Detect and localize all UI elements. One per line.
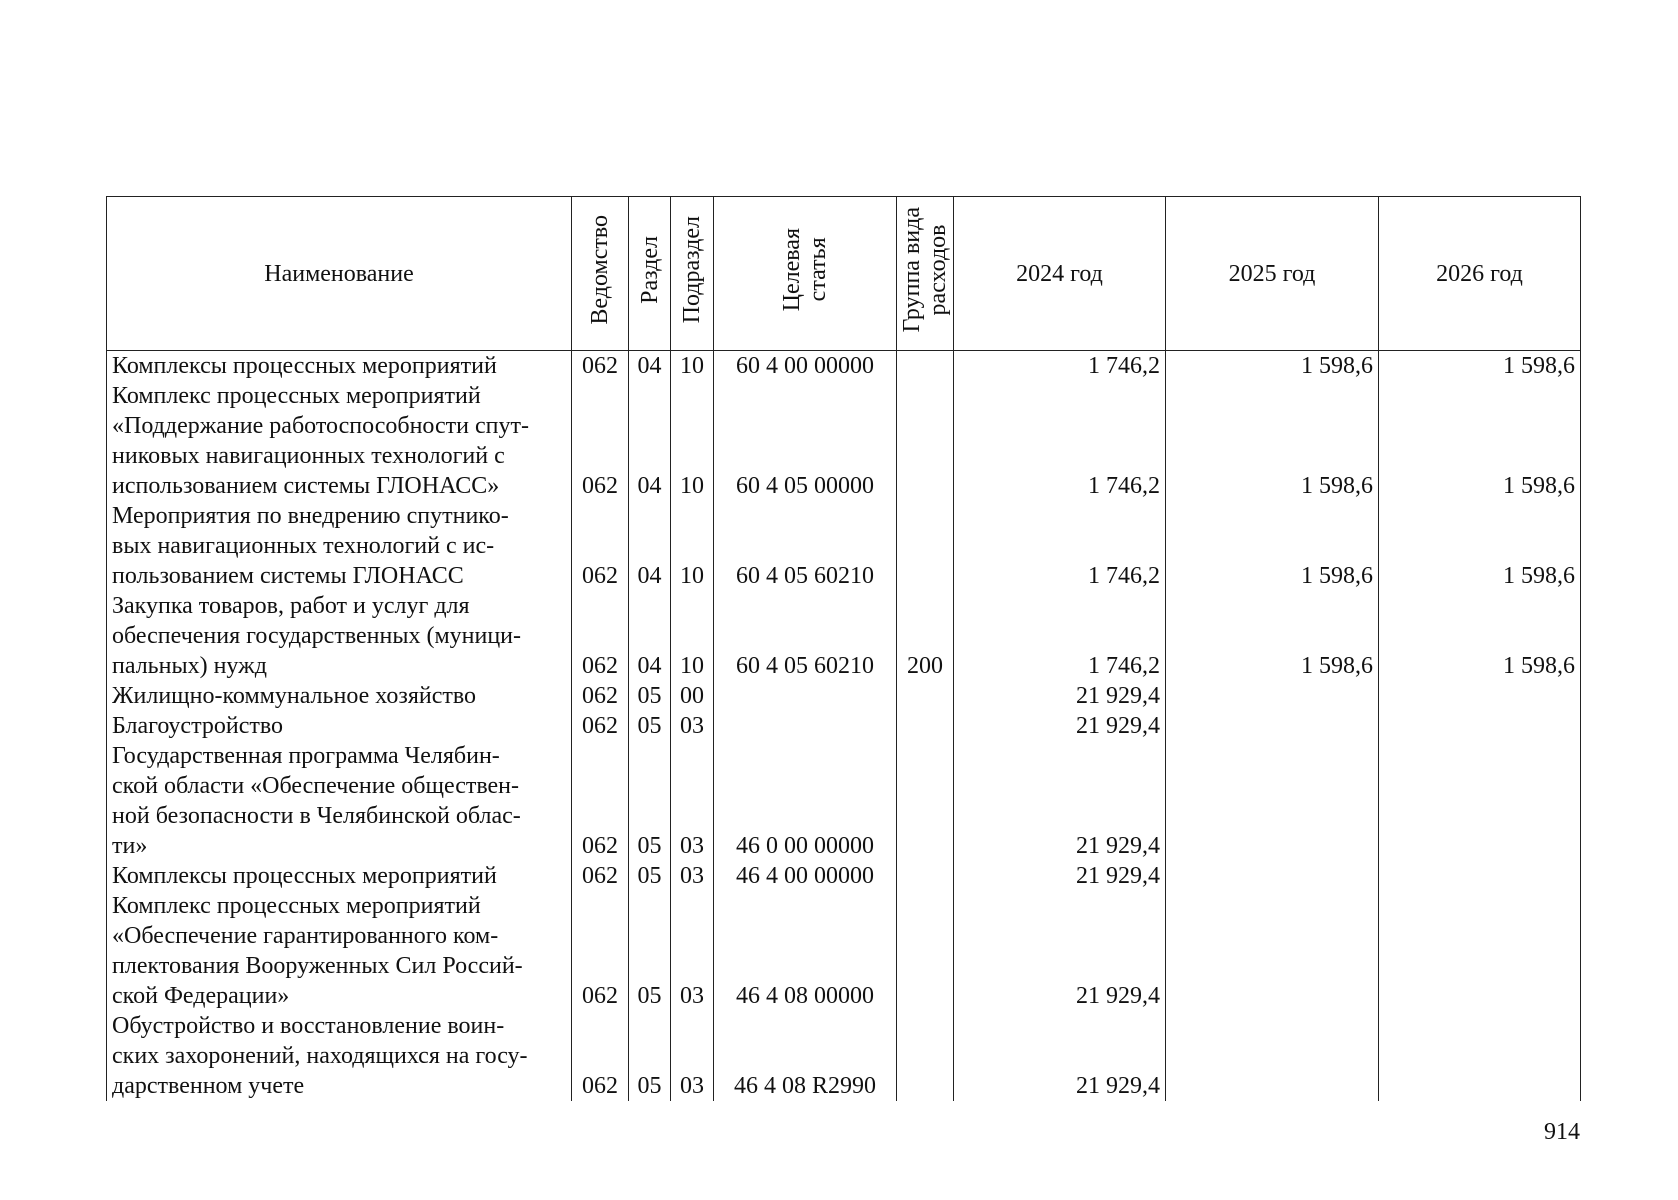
cell-gruppa-vida-rashodov: [897, 1011, 954, 1101]
cell-amount-2025: [1166, 741, 1379, 861]
cell-amount-2026: 1 598,6: [1379, 381, 1581, 501]
cell-amount-2024: 1 746,2: [954, 381, 1166, 501]
cell-razdel: 04: [629, 501, 671, 591]
page-number: 914: [1544, 1119, 1580, 1145]
cell-amount-2026: [1379, 1011, 1581, 1101]
cell-podrazdel: 10: [671, 351, 714, 382]
cell-name-line: Комплекс процессных мероприятий: [112, 893, 481, 919]
cell-name-line: Закупка товаров, работ и услуг для: [112, 593, 470, 619]
cell-name: [107, 741, 572, 861]
cell-amount-2025: [1166, 861, 1379, 891]
cell-name: [107, 591, 572, 681]
cell-amount-2025: 1 598,6: [1166, 591, 1379, 681]
cell-vedomstvo: 062: [572, 861, 629, 891]
cell-amount-2024: 1 746,2: [954, 501, 1166, 591]
cell-razdel: 05: [629, 891, 671, 1011]
header-year-2025: 2025 год: [1166, 197, 1379, 351]
cell-vedomstvo: 062: [572, 681, 629, 711]
cell-amount-2026: [1379, 891, 1581, 1011]
table-row: [107, 591, 1581, 681]
cell-amount-2026: 1 598,6: [1379, 351, 1581, 382]
cell-podrazdel: 03: [671, 741, 714, 861]
cell-celevaya-statya: [714, 711, 897, 741]
cell-name: [107, 351, 572, 382]
table-row: [107, 891, 1581, 1011]
cell-amount-2024: 21 929,4: [954, 1011, 1166, 1101]
cell-name-line: ной безопасности в Челябинской облас-: [112, 803, 521, 829]
cell-gruppa-vida-rashodov: [897, 351, 954, 382]
header-year-2024: 2024 год: [954, 197, 1166, 351]
cell-amount-2024: 21 929,4: [954, 861, 1166, 891]
cell-gruppa-vida-rashodov: [897, 681, 954, 711]
cell-razdel: 05: [629, 1011, 671, 1101]
cell-name-line: ской области «Обеспечение обществен-: [112, 773, 520, 799]
cell-razdel: 04: [629, 591, 671, 681]
cell-celevaya-statya: 60 4 05 60210: [714, 501, 897, 591]
cell-podrazdel: 03: [671, 861, 714, 891]
cell-name-line: Обустройство и восстановление воин-: [112, 1013, 505, 1039]
header-razdel: Раздел: [629, 197, 671, 351]
cell-name: [107, 861, 572, 891]
table-row: [107, 501, 1581, 591]
cell-amount-2026: [1379, 681, 1581, 711]
cell-podrazdel: 10: [671, 381, 714, 501]
cell-celevaya-statya: 60 4 05 00000: [714, 381, 897, 501]
cell-vedomstvo: 062: [572, 591, 629, 681]
cell-vedomstvo: 062: [572, 381, 629, 501]
cell-gruppa-vida-rashodov: [897, 381, 954, 501]
cell-name-line: пальных) нужд: [112, 653, 267, 679]
cell-celevaya-statya: [714, 681, 897, 711]
cell-razdel: 04: [629, 381, 671, 501]
cell-gruppa-vida-rashodov: [897, 861, 954, 891]
cell-amount-2025: 1 598,6: [1166, 501, 1379, 591]
cell-amount-2024: 21 929,4: [954, 891, 1166, 1011]
cell-name-line: пользованием системы ГЛОНАСС: [112, 563, 464, 589]
cell-vedomstvo: 062: [572, 711, 629, 741]
cell-celevaya-statya: 46 0 00 00000: [714, 741, 897, 861]
cell-name-line: Комплексы процессных мероприятий: [112, 863, 497, 889]
cell-gruppa-vida-rashodov: 200: [897, 591, 954, 681]
cell-amount-2024: 1 746,2: [954, 591, 1166, 681]
cell-name: [107, 381, 572, 501]
cell-name-line: Благоустройство: [112, 713, 284, 739]
cell-amount-2024: 21 929,4: [954, 741, 1166, 861]
header-podrazdel: Подраздел: [671, 197, 714, 351]
cell-vedomstvo: 062: [572, 1011, 629, 1101]
cell-podrazdel: 03: [671, 711, 714, 741]
cell-name-line: обеспечения государственных (муници-: [112, 623, 522, 649]
cell-amount-2026: [1379, 741, 1581, 861]
cell-amount-2026: 1 598,6: [1379, 501, 1581, 591]
header-name: Наименование: [107, 197, 572, 351]
table-body: [107, 351, 1581, 1102]
cell-name-line: Комплекс процессных мероприятий: [112, 383, 481, 409]
cell-amount-2025: [1166, 711, 1379, 741]
cell-amount-2025: 1 598,6: [1166, 351, 1379, 382]
cell-podrazdel: 00: [671, 681, 714, 711]
table-row: [107, 741, 1581, 861]
cell-razdel: 05: [629, 861, 671, 891]
cell-vedomstvo: 062: [572, 891, 629, 1011]
cell-amount-2026: 1 598,6: [1379, 591, 1581, 681]
header-vedomstvo: Ведомство: [572, 197, 629, 351]
cell-podrazdel: 10: [671, 591, 714, 681]
cell-amount-2025: 1 598,6: [1166, 381, 1379, 501]
cell-name-line: «Поддержание работоспособности спут-: [112, 413, 529, 439]
cell-celevaya-statya: 46 4 08 R2990: [714, 1011, 897, 1101]
table-row: [107, 861, 1581, 891]
cell-celevaya-statya: 60 4 05 60210: [714, 591, 897, 681]
cell-name-line: никовых навигационных технологий с: [112, 443, 505, 469]
table-row: [107, 711, 1581, 741]
header-celevaya-statya: Целевая статья: [714, 197, 897, 351]
cell-name-line: дарственном учете: [112, 1073, 305, 1099]
cell-gruppa-vida-rashodov: [897, 891, 954, 1011]
cell-name-line: использованием системы ГЛОНАСС»: [112, 473, 500, 499]
cell-name-line: ской Федерации»: [112, 983, 290, 1009]
cell-name: [107, 1011, 572, 1101]
table-header-row: [107, 197, 1581, 351]
cell-gruppa-vida-rashodov: [897, 501, 954, 591]
table-row: [107, 681, 1581, 711]
cell-name: [107, 711, 572, 741]
cell-amount-2026: [1379, 861, 1581, 891]
budget-table: [106, 196, 1581, 1101]
cell-amount-2025: [1166, 1011, 1379, 1101]
cell-razdel: 05: [629, 681, 671, 711]
cell-razdel: 04: [629, 351, 671, 382]
cell-name-line: плектования Вооруженных Сил Россий-: [112, 953, 523, 979]
cell-vedomstvo: 062: [572, 351, 629, 382]
cell-vedomstvo: 062: [572, 741, 629, 861]
cell-amount-2024: 21 929,4: [954, 681, 1166, 711]
cell-name-line: Жилищно-коммунальное хозяйство: [112, 683, 477, 709]
table-row: [107, 351, 1581, 382]
cell-amount-2024: 21 929,4: [954, 711, 1166, 741]
table-row: [107, 381, 1581, 501]
cell-gruppa-vida-rashodov: [897, 711, 954, 741]
table-row: [107, 1011, 1581, 1101]
cell-razdel: 05: [629, 741, 671, 861]
cell-amount-2026: [1379, 711, 1581, 741]
cell-name-line: «Обеспечение гарантированного ком-: [112, 923, 499, 949]
cell-name-line: Мероприятия по внедрению спутнико-: [112, 503, 509, 529]
cell-amount-2025: [1166, 891, 1379, 1011]
cell-podrazdel: 10: [671, 501, 714, 591]
cell-celevaya-statya: 46 4 08 00000: [714, 891, 897, 1011]
header-year-2026: 2026 год: [1379, 197, 1581, 351]
cell-name-line: вых навигационных технологий с ис-: [112, 533, 495, 559]
cell-celevaya-statya: 60 4 00 00000: [714, 351, 897, 382]
cell-name: [107, 681, 572, 711]
cell-podrazdel: 03: [671, 1011, 714, 1101]
cell-razdel: 05: [629, 711, 671, 741]
cell-name-line: Комплексы процессных мероприятий: [112, 353, 497, 379]
cell-name-line: Государственная программа Челябин-: [112, 743, 500, 769]
cell-name-line: ских захоронений, находящихся на госу-: [112, 1043, 528, 1069]
cell-name: [107, 501, 572, 591]
cell-celevaya-statya: 46 4 00 00000: [714, 861, 897, 891]
cell-name: [107, 891, 572, 1011]
header-gruppa-vida-rashodov: Группа вида расходов: [897, 197, 954, 351]
cell-name-line: ти»: [112, 833, 148, 859]
cell-amount-2024: 1 746,2: [954, 351, 1166, 382]
cell-amount-2025: [1166, 681, 1379, 711]
cell-gruppa-vida-rashodov: [897, 741, 954, 861]
cell-podrazdel: 03: [671, 891, 714, 1011]
cell-vedomstvo: 062: [572, 501, 629, 591]
